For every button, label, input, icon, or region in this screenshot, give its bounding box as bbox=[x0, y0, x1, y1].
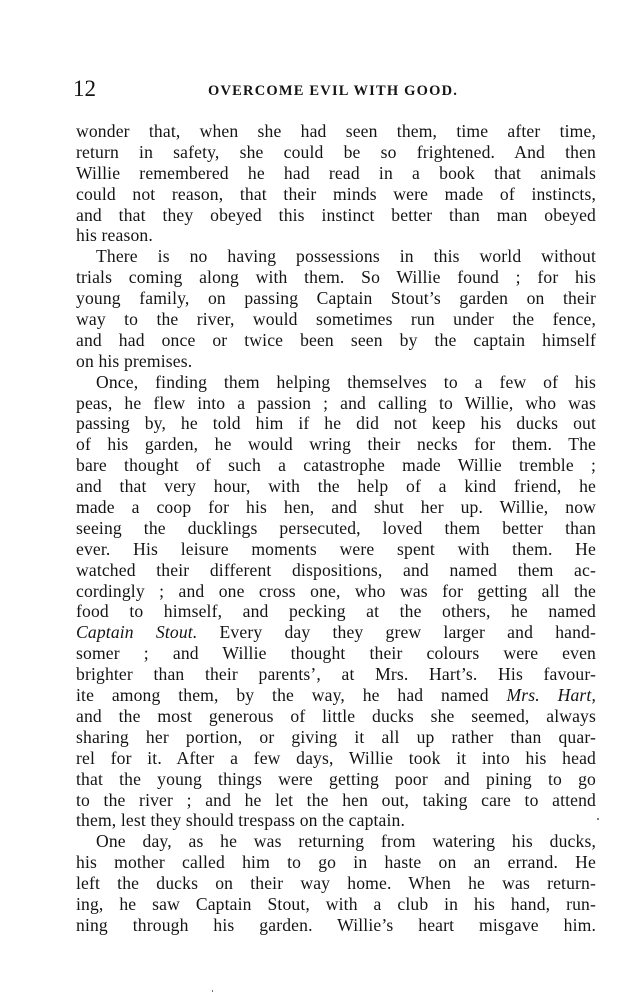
text-segment: One day, as he was returning from watering his ducks, bbox=[96, 831, 596, 852]
text-line bbox=[76, 121, 596, 142]
text-line bbox=[76, 790, 596, 811]
text-line bbox=[76, 601, 596, 622]
text-segment: food to himself, and pecking at the others, he named bbox=[76, 601, 596, 622]
text-segment: his mother called him to go in haste on an errand. He bbox=[76, 852, 596, 873]
text-line bbox=[76, 288, 596, 309]
text-line bbox=[76, 894, 596, 915]
text-line bbox=[76, 852, 596, 873]
text-line bbox=[76, 539, 596, 560]
text-line bbox=[76, 434, 596, 455]
text-segment: wonder that, when she had seen them, time after time, bbox=[76, 121, 596, 141]
page-speck bbox=[212, 990, 213, 992]
text-line bbox=[76, 476, 596, 497]
text-segment: made a coop for his hen, and shut her up. Willie, now bbox=[76, 497, 596, 518]
text-line bbox=[76, 267, 596, 288]
text-segment: passing by, he told him if he did not keep his ducks out bbox=[76, 413, 596, 434]
text-segment: ing, he saw Captain Stout, with a club in his hand, run- bbox=[76, 893, 596, 914]
page-header bbox=[73, 76, 596, 106]
text-segment: to the river ; and he let the hen out, taking care to attend bbox=[76, 789, 596, 810]
text-segment: ning through his garden. Willie’s heart misgave him. bbox=[76, 914, 596, 935]
text-segment: return in safety, she could be so frightened. And then bbox=[76, 141, 596, 162]
text-segment: peas, he flew into a passion ; and calling to Willie, who was bbox=[76, 392, 596, 413]
text-line bbox=[76, 163, 596, 184]
text-line bbox=[76, 769, 596, 790]
text-line bbox=[76, 685, 596, 706]
italic-name: Captain Stout. bbox=[76, 622, 198, 643]
text-segment: Willie remembered he had read in a book that animals bbox=[76, 162, 596, 183]
text-segment: Every day they grew larger and hand- bbox=[197, 622, 597, 643]
text-line bbox=[76, 518, 596, 539]
text-segment: and that they obeyed this instinct better than man obeyed bbox=[76, 204, 596, 225]
text-segment: sharing her portion, or giving it all up rather than quar- bbox=[76, 726, 596, 747]
text-line bbox=[76, 915, 596, 936]
text-segment: cordingly ; and one cross one, who was for getting all the bbox=[76, 580, 596, 601]
text-segment: watched their different dispositions, and named them ac- bbox=[76, 559, 596, 580]
text-segment: them, lest they should trespass on the captain. bbox=[76, 810, 406, 831]
italic-name: Mrs. Hart, bbox=[506, 685, 596, 706]
text-line bbox=[76, 727, 596, 748]
text-line bbox=[76, 560, 596, 581]
text-line bbox=[76, 225, 596, 246]
text-segment: bare thought of such a catastrophe made Willie tremble ; bbox=[76, 455, 596, 476]
text-line bbox=[76, 351, 596, 372]
text-segment: way to the river, would sometimes run under the fence, bbox=[76, 309, 596, 330]
body-text bbox=[76, 121, 596, 936]
text-segment: and that very hour, with the help of a kind friend, he bbox=[76, 476, 596, 497]
text-segment: of his garden, he would wring their necks for them. The bbox=[76, 434, 596, 455]
text-line bbox=[76, 455, 596, 476]
text-segment: Once, finding them helping themselves to a few of his bbox=[96, 371, 596, 392]
text-segment: young family, on passing Captain Stout’s garden on their bbox=[76, 288, 596, 309]
text-line bbox=[76, 184, 596, 205]
text-segment: rel for it. After a few days, Willie took it into his head bbox=[76, 747, 596, 768]
text-segment: There is no having possessions in this world without bbox=[96, 246, 596, 267]
text-line bbox=[76, 622, 596, 643]
text-segment: brighter than their parents’, at Mrs. Hart’s. His favour- bbox=[76, 664, 596, 685]
text-line bbox=[76, 664, 596, 685]
text-line bbox=[76, 413, 596, 434]
page-speck bbox=[597, 818, 599, 820]
text-segment: trials coming along with them. So Willie found ; for his bbox=[76, 267, 596, 288]
text-line bbox=[76, 142, 596, 163]
text-line bbox=[76, 309, 596, 330]
text-segment: seeing the ducklings persecuted, loved them better than bbox=[76, 517, 596, 538]
text-segment: somer ; and Willie thought their colours were even bbox=[76, 643, 596, 664]
text-segment: and had once or twice been seen by the captain himself bbox=[76, 329, 596, 350]
text-line bbox=[76, 706, 596, 727]
text-segment: ite among them, by the way, he had named bbox=[76, 685, 507, 706]
text-segment: that the young things were getting poor and pining to go bbox=[76, 768, 596, 789]
page-number: 12 bbox=[73, 76, 96, 101]
text-line bbox=[76, 393, 596, 414]
text-segment: his reason. bbox=[76, 225, 153, 246]
text-line bbox=[76, 581, 596, 602]
text-line bbox=[76, 873, 596, 894]
text-line bbox=[76, 372, 596, 393]
text-segment: could not reason, that their minds were made of instincts, bbox=[76, 183, 596, 204]
text-line bbox=[76, 246, 596, 267]
text-line bbox=[76, 643, 596, 664]
text-segment: and the most generous of little ducks she seemed, always bbox=[76, 705, 596, 726]
text-line bbox=[76, 831, 596, 852]
running-head: OVERCOME EVIL WITH GOOD. bbox=[208, 83, 459, 99]
text-line bbox=[76, 748, 596, 769]
text-line bbox=[76, 497, 596, 518]
text-line bbox=[76, 205, 596, 226]
text-segment: ever. His leisure moments were spent with them. He bbox=[76, 538, 596, 559]
text-line bbox=[76, 810, 596, 831]
text-line bbox=[76, 330, 596, 351]
text-segment: on his premises. bbox=[76, 350, 193, 371]
text-segment: left the ducks on their way home. When he was return- bbox=[76, 873, 596, 894]
